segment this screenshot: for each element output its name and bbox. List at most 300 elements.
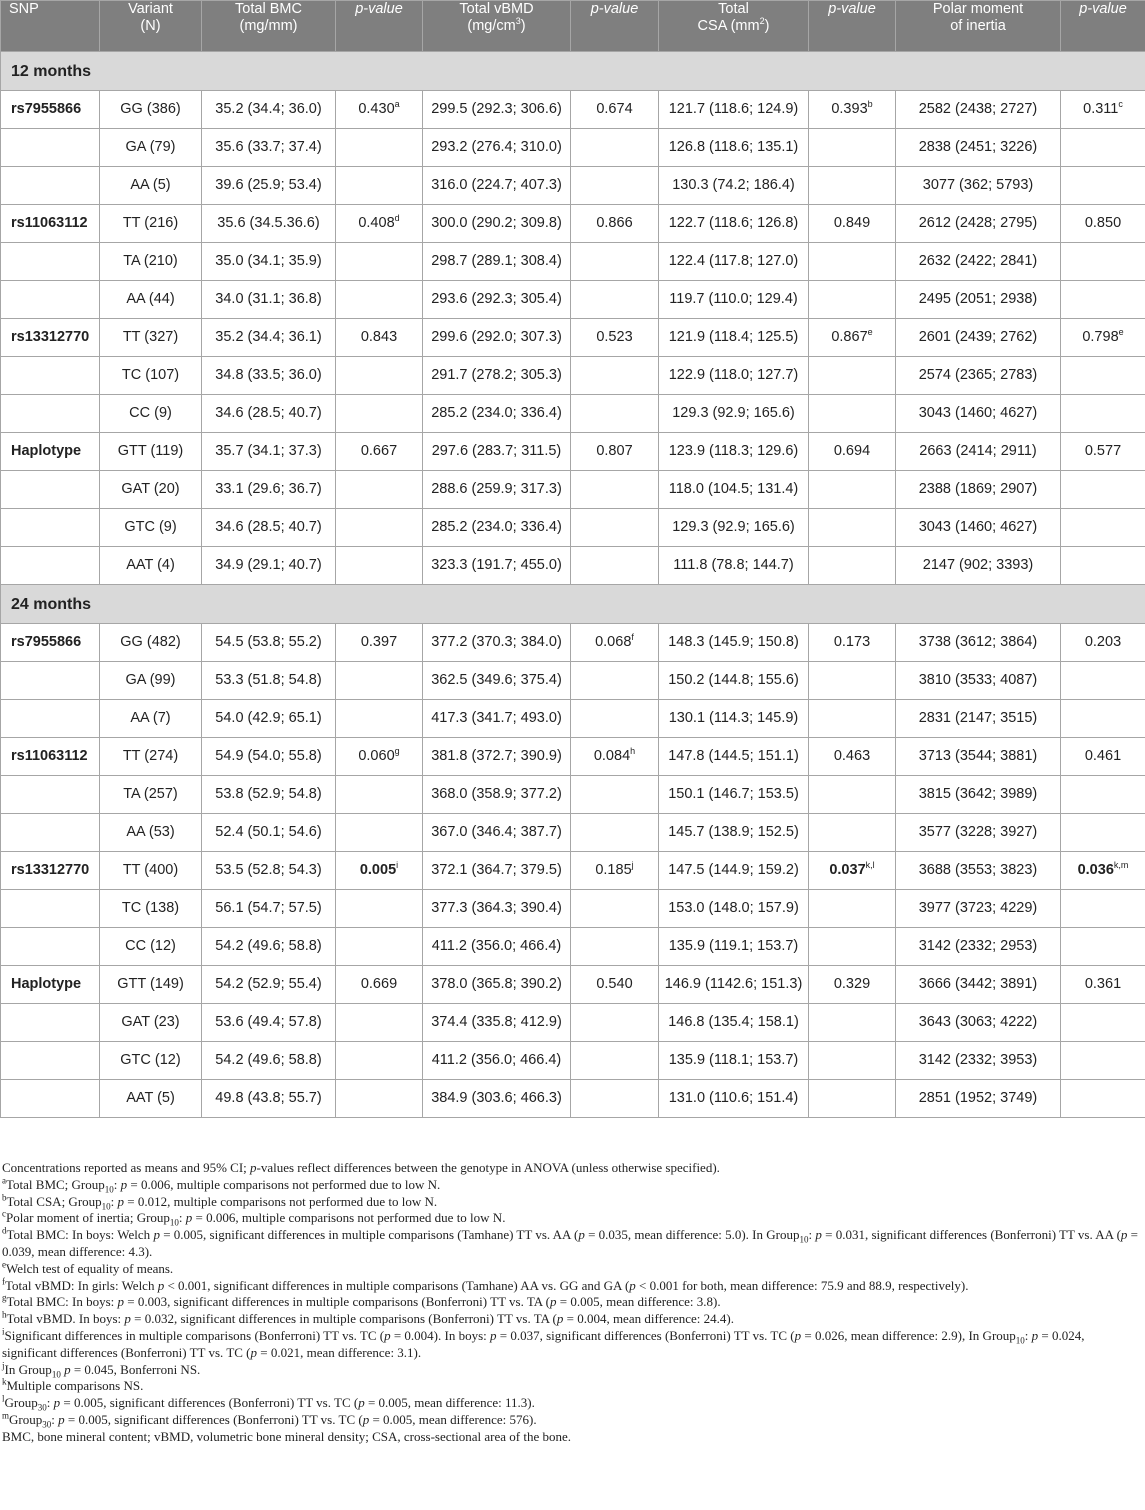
snp-cell	[1, 738, 100, 776]
p-value-bmc-value: 0.005	[359, 862, 397, 878]
p-value-vbmd-cell	[571, 662, 659, 700]
total-vbmd-value: 291.7 (278.2; 305.3)	[431, 367, 562, 383]
table-row	[1, 395, 1145, 433]
total-vbmd-cell	[423, 471, 571, 509]
footnote-mark: e	[2, 1259, 6, 1270]
p-value-polar-value: 0.361	[1084, 976, 1122, 992]
total-vbmd-cell	[423, 281, 571, 319]
section-header-row	[1, 585, 1145, 624]
variant-value: GTC (9)	[124, 519, 177, 535]
polar-moment-cell	[896, 205, 1061, 243]
variant-value: GTT (149)	[117, 976, 184, 992]
polar-moment-value: 2612 (2428; 2795)	[918, 215, 1038, 231]
p-value-bmc-value: 0.397	[360, 634, 398, 650]
variant-value: GA (79)	[125, 139, 176, 155]
snp-cell	[1, 167, 100, 205]
p-value-polar-cell	[1061, 357, 1145, 395]
footnote-mark: k	[2, 1377, 7, 1388]
p-value-polar-value: 0.798	[1082, 329, 1119, 345]
polar-moment-cell	[896, 966, 1061, 1004]
footnote-text: Group$_{30}$: p = 0.005, significant differences (Bonferroni) TT vs. TC (p = 0.005, mean difference: 11.3).	[4, 1395, 535, 1413]
variant-cell	[100, 205, 202, 243]
total-csa-cell	[659, 205, 809, 243]
p-value-vbmd-cell	[571, 205, 659, 243]
variant-cell	[100, 357, 202, 395]
p-value-bmc-value: 0.843	[360, 329, 398, 345]
p-value-csa-cell	[809, 1080, 896, 1118]
p-value-csa-cell	[809, 91, 896, 129]
polar-moment-cell	[896, 738, 1061, 776]
table-row	[1, 890, 1145, 928]
p-value-csa-cell	[809, 776, 896, 814]
snp-value: rs7955866	[11, 634, 82, 650]
variant-cell	[100, 547, 202, 585]
total-bmc-value: 34.9 (29.1; 40.7)	[215, 557, 322, 573]
p-value-bmc-value: 0.669	[360, 976, 398, 992]
variant-value: TT (216)	[122, 215, 179, 231]
variant-value: AA (5)	[130, 177, 171, 193]
total-bmc-value: 34.6 (28.5; 40.7)	[215, 405, 322, 421]
total-csa-cell	[659, 281, 809, 319]
total-csa-cell	[659, 243, 809, 281]
p-value-polar-cell	[1061, 624, 1145, 662]
total-vbmd-value: 367.0 (346.4; 387.7)	[431, 824, 562, 840]
total-bmc-cell	[202, 966, 336, 1004]
p-value-vbmd-value: 0.523	[596, 329, 633, 345]
footnote-mark: c	[2, 1209, 6, 1220]
footnote	[2, 1362, 1142, 1379]
polar-moment-cell	[896, 776, 1061, 814]
snp-value: Haplotype	[11, 976, 82, 992]
variant-value: GTT (119)	[117, 443, 184, 459]
total-bmc-value: 35.6 (34.5.36.6)	[217, 215, 320, 231]
p-value-polar-value: 0.461	[1084, 748, 1122, 764]
p-value-vbmd-value: 0.540	[596, 976, 633, 992]
total-csa-value: 129.3 (92.9; 165.6)	[672, 405, 795, 421]
snp-cell	[1, 395, 100, 433]
footnote-marker: k,l	[865, 860, 875, 871]
total-vbmd-cell	[423, 1080, 571, 1118]
polar-moment-value: 3043 (1460; 4627)	[918, 405, 1038, 421]
snp-cell	[1, 205, 100, 243]
p-value-vbmd-cell	[571, 509, 659, 547]
total-csa-cell	[659, 624, 809, 662]
total-bmc-value: 35.7 (34.1; 37.3)	[215, 443, 322, 459]
p-value-polar-cell	[1061, 167, 1145, 205]
variant-cell	[100, 776, 202, 814]
footnote-text: Total BMC: In boys: Welch p = 0.005, significant differences in multiple comparisons (Tamhane) TT vs. AA (p = 0.035, mean difference: 5.0). In Group$_{10}$: p = 0.031, significant differences (Bonferroni) TT vs. AA (p = 0.039, mean difference: 4.3).	[2, 1227, 1139, 1259]
snp-value: rs13312770	[11, 329, 90, 345]
total-csa-value: 150.2 (144.8; 155.6)	[668, 672, 799, 688]
p-value-bmc-cell	[336, 167, 423, 205]
p-value-vbmd-cell	[571, 928, 659, 966]
total-csa-value: 122.9 (118.0; 127.7)	[668, 367, 799, 383]
total-csa-value: 131.0 (110.6; 151.4)	[668, 1090, 799, 1106]
total-csa-cell	[659, 319, 809, 357]
footnote-text: Total BMC: In boys: p = 0.003, significant differences in multiple comparisons (Bonferroni) TT vs. TA (p = 0.005, mean difference: 3.8).	[6, 1294, 721, 1310]
p-value-polar-cell	[1061, 471, 1145, 509]
p-value-csa-cell	[809, 357, 896, 395]
total-csa-cell	[659, 395, 809, 433]
p-value-vbmd-cell	[571, 890, 659, 928]
total-csa-cell	[659, 509, 809, 547]
total-csa-cell	[659, 1004, 809, 1042]
p-value-csa-cell	[809, 205, 896, 243]
p-value-bmc-cell	[336, 319, 423, 357]
p-value-polar-cell	[1061, 700, 1145, 738]
snp-cell	[1, 509, 100, 547]
total-vbmd-cell	[423, 243, 571, 281]
variant-value: TA (257)	[123, 786, 178, 802]
total-vbmd-value: 378.0 (365.8; 390.2)	[431, 976, 562, 992]
snp-cell	[1, 776, 100, 814]
p-value-polar-cell	[1061, 547, 1145, 585]
p-value-vbmd-cell	[571, 395, 659, 433]
polar-moment-cell	[896, 814, 1061, 852]
header-total-vbmd: Total vBMD $(mg/cm^3)$	[423, 1, 571, 52]
variant-value: TA (210)	[123, 253, 178, 269]
p-value-polar-cell	[1061, 395, 1145, 433]
polar-moment-cell	[896, 129, 1061, 167]
polar-moment-value: 2851 (1952; 3749)	[918, 1090, 1038, 1106]
snp-cell	[1, 852, 100, 890]
total-vbmd-cell	[423, 624, 571, 662]
p-value-bmc-cell	[336, 547, 423, 585]
footnote	[2, 1227, 1142, 1261]
total-bmc-cell	[202, 1042, 336, 1080]
header-p-value-vbmd: p-value	[571, 1, 659, 52]
total-bmc-value: 54.0 (42.9; 65.1)	[215, 710, 322, 726]
polar-moment-value: 2663 (2414; 2911)	[919, 443, 1037, 459]
variant-cell	[100, 624, 202, 662]
total-vbmd-cell	[423, 662, 571, 700]
header-polar-moment: Polar moment of inertia	[896, 1, 1061, 52]
polar-moment-cell	[896, 167, 1061, 205]
polar-moment-cell	[896, 890, 1061, 928]
table-row	[1, 966, 1145, 1004]
p-value-vbmd-value: 0.674	[596, 101, 633, 117]
variant-cell	[100, 890, 202, 928]
footnote-marker: e	[1118, 327, 1124, 338]
total-bmc-cell	[202, 776, 336, 814]
variant-value: AA (7)	[130, 710, 171, 726]
p-value-vbmd-cell	[571, 129, 659, 167]
snp-cell	[1, 281, 100, 319]
polar-moment-value: 3643 (3063; 4222)	[918, 1014, 1038, 1030]
p-value-bmc-cell	[336, 433, 423, 471]
total-bmc-cell	[202, 624, 336, 662]
p-value-bmc-cell	[336, 471, 423, 509]
p-value-vbmd-cell	[571, 1042, 659, 1080]
polar-moment-value: 2838 (2451; 3226)	[918, 139, 1038, 155]
total-bmc-value: 34.0 (31.1; 36.8)	[215, 291, 322, 307]
p-value-csa-cell	[809, 433, 896, 471]
total-csa-cell	[659, 1042, 809, 1080]
footnote-marker: k,m	[1113, 860, 1129, 871]
polar-moment-cell	[896, 509, 1061, 547]
polar-moment-cell	[896, 281, 1061, 319]
p-value-vbmd-cell	[571, 624, 659, 662]
variant-cell	[100, 814, 202, 852]
total-bmc-cell	[202, 700, 336, 738]
polar-moment-value: 2582 (2438; 2727)	[918, 101, 1038, 117]
footnote-marker: h	[630, 746, 636, 757]
footnote-marker: a	[394, 99, 400, 110]
p-value-bmc-cell	[336, 738, 423, 776]
p-value-csa-cell	[809, 624, 896, 662]
p-value-bmc-cell	[336, 1042, 423, 1080]
total-bmc-cell	[202, 852, 336, 890]
footnote-text: Total vBMD: In girls: Welch p < 0.001, significant differences in multiple comparisons (Tamhane) AA vs. GG and GA (p < 0.001 for both, mean difference: 75.9 and 88.9, respectively).	[5, 1277, 969, 1293]
footnote	[2, 1194, 1142, 1211]
p-value-polar-cell	[1061, 243, 1145, 281]
table-row	[1, 928, 1145, 966]
total-csa-value: 147.8 (144.5; 151.1)	[668, 748, 799, 764]
section-title: 12 months	[1, 52, 1145, 91]
total-bmc-cell	[202, 471, 336, 509]
footnote	[2, 1261, 1142, 1278]
p-value-vbmd-cell	[571, 91, 659, 129]
p-value-bmc-value: 0.060	[358, 748, 395, 764]
p-value-csa-cell	[809, 700, 896, 738]
polar-moment-value: 2388 (1869; 2907)	[918, 481, 1038, 497]
variant-value: TC (107)	[121, 367, 180, 383]
footnote-marker: e	[867, 327, 873, 338]
p-value-bmc-cell	[336, 928, 423, 966]
p-value-bmc-cell	[336, 852, 423, 890]
variant-cell	[100, 433, 202, 471]
total-bmc-value: 35.2 (34.4; 36.1)	[215, 329, 322, 345]
total-csa-value: 122.4 (117.8; 127.0)	[668, 253, 799, 269]
footnote-mark: l	[2, 1393, 5, 1404]
polar-moment-cell	[896, 1042, 1061, 1080]
footnote-mark: j	[2, 1360, 5, 1371]
polar-moment-value: 3142 (2332; 2953)	[918, 938, 1038, 954]
snp-cell	[1, 700, 100, 738]
polar-moment-cell	[896, 547, 1061, 585]
footnote-text: Total BMC; Group$_{10}$: p = 0.006, multiple comparisons not performed due to low N.	[6, 1176, 441, 1195]
p-value-csa-cell	[809, 928, 896, 966]
snp-cell	[1, 357, 100, 395]
p-value-polar-value: 0.311	[1083, 101, 1119, 117]
p-value-csa-value: 0.393	[831, 101, 868, 117]
table-row	[1, 1042, 1145, 1080]
variant-value: TT (327)	[122, 329, 179, 345]
total-csa-value: 130.3 (74.2; 186.4)	[672, 177, 795, 193]
footnote-mark: m	[2, 1410, 10, 1421]
polar-moment-cell	[896, 395, 1061, 433]
table-row	[1, 281, 1145, 319]
p-value-polar-value: 0.036	[1077, 862, 1114, 878]
total-vbmd-cell	[423, 509, 571, 547]
polar-moment-value: 3577 (3228; 3927)	[918, 824, 1038, 840]
total-csa-cell	[659, 167, 809, 205]
variant-cell	[100, 471, 202, 509]
total-csa-cell	[659, 776, 809, 814]
header-variant: Variant (N)	[100, 1, 202, 52]
snp-cell	[1, 243, 100, 281]
table-row	[1, 738, 1145, 776]
p-value-vbmd-cell	[571, 700, 659, 738]
total-csa-value: 153.0 (148.0; 157.9)	[668, 900, 799, 916]
total-vbmd-cell	[423, 966, 571, 1004]
total-bmc-value: 35.0 (34.1; 35.9)	[215, 253, 322, 269]
total-bmc-value: 39.6 (25.9; 53.4)	[215, 177, 322, 193]
footnote-text: BMC, bone mineral content; vBMD, volumetric bone mineral density; CSA, cross-sectional area of the bone.	[2, 1428, 571, 1444]
table-row	[1, 167, 1145, 205]
total-csa-value: 123.9 (118.3; 129.6)	[668, 443, 799, 459]
p-value-bmc-cell	[336, 890, 423, 928]
polar-moment-value: 3688 (3553; 3823)	[918, 862, 1038, 878]
variant-cell	[100, 1004, 202, 1042]
footnote	[2, 1177, 1142, 1194]
total-vbmd-value: 293.6 (292.3; 305.4)	[431, 291, 562, 307]
p-value-bmc-cell	[336, 662, 423, 700]
total-csa-value: 122.7 (118.6; 126.8)	[668, 215, 799, 231]
total-csa-value: 146.8 (135.4; 158.1)	[668, 1014, 799, 1030]
variant-cell	[100, 243, 202, 281]
footnote-marker: f	[631, 632, 634, 643]
variant-cell	[100, 281, 202, 319]
variant-cell	[100, 91, 202, 129]
total-csa-cell	[659, 471, 809, 509]
table-body	[1, 52, 1145, 1118]
total-vbmd-cell	[423, 433, 571, 471]
p-value-bmc-cell	[336, 1080, 423, 1118]
total-vbmd-value: 288.6 (259.9; 317.3)	[431, 481, 562, 497]
polar-moment-value: 3142 (2332; 3953)	[918, 1052, 1038, 1068]
total-vbmd-value: 293.2 (276.4; 310.0)	[431, 139, 562, 155]
total-vbmd-value: 381.8 (372.7; 390.9)	[431, 748, 562, 764]
variant-cell	[100, 319, 202, 357]
footnote-text: Group$_{30}$: p = 0.005, significant differences (Bonferroni) TT vs. TC (p = 0.005, mean difference: 576).	[9, 1411, 537, 1430]
total-csa-cell	[659, 357, 809, 395]
p-value-polar-cell	[1061, 928, 1145, 966]
table-row	[1, 1080, 1145, 1118]
p-value-bmc-cell	[336, 129, 423, 167]
p-value-polar-cell	[1061, 776, 1145, 814]
total-vbmd-value: 377.2 (370.3; 384.0)	[431, 634, 562, 650]
total-bmc-value: 34.6 (28.5; 40.7)	[215, 519, 322, 535]
total-bmc-value: 54.5 (53.8; 55.2)	[215, 634, 322, 650]
total-vbmd-value: 377.3 (364.3; 390.4)	[431, 900, 562, 916]
p-value-bmc-cell	[336, 243, 423, 281]
total-vbmd-value: 368.0 (358.9; 377.2)	[431, 786, 562, 802]
total-vbmd-cell	[423, 129, 571, 167]
total-csa-cell	[659, 814, 809, 852]
table-row	[1, 624, 1145, 662]
total-csa-cell	[659, 700, 809, 738]
snp-value: rs13312770	[11, 862, 90, 878]
variant-value: AAT (5)	[126, 1090, 175, 1106]
header-p-value-polar: p-value	[1061, 1, 1145, 52]
variant-value: TC (138)	[121, 900, 180, 916]
total-bmc-cell	[202, 205, 336, 243]
header-total-bmc: Total BMC (mg/mm)	[202, 1, 336, 52]
p-value-vbmd-value: 0.866	[596, 215, 633, 231]
footnote-mark: d	[2, 1225, 7, 1236]
total-bmc-value: 54.9 (54.0; 55.8)	[215, 748, 322, 764]
table-row	[1, 509, 1145, 547]
total-csa-value: 147.5 (144.9; 159.2)	[668, 862, 799, 878]
p-value-csa-cell	[809, 1042, 896, 1080]
snp-cell	[1, 471, 100, 509]
total-bmc-cell	[202, 319, 336, 357]
p-value-bmc-cell	[336, 776, 423, 814]
total-vbmd-cell	[423, 776, 571, 814]
total-bmc-value: 53.3 (51.8; 54.8)	[215, 672, 322, 688]
p-value-csa-cell	[809, 852, 896, 890]
polar-moment-cell	[896, 471, 1061, 509]
snp-cell	[1, 966, 100, 1004]
total-bmc-cell	[202, 890, 336, 928]
p-value-polar-cell	[1061, 129, 1145, 167]
total-bmc-cell	[202, 738, 336, 776]
total-vbmd-cell	[423, 738, 571, 776]
p-value-polar-cell	[1061, 91, 1145, 129]
p-value-bmc-value: 0.667	[360, 443, 398, 459]
polar-moment-cell	[896, 91, 1061, 129]
table-row	[1, 700, 1145, 738]
snp-value: rs7955866	[11, 101, 82, 117]
p-value-bmc-cell	[336, 395, 423, 433]
polar-moment-value: 3977 (3723; 4229)	[918, 900, 1038, 916]
variant-value: CC (9)	[129, 405, 172, 421]
total-vbmd-value: 411.2 (356.0; 466.4)	[431, 1052, 562, 1068]
p-value-csa-cell	[809, 662, 896, 700]
p-value-csa-value: 0.694	[833, 443, 871, 459]
snp-cell	[1, 319, 100, 357]
p-value-bmc-cell	[336, 700, 423, 738]
header-p-value-bmc: p-value	[336, 1, 423, 52]
snp-value: Haplotype	[11, 443, 82, 459]
total-csa-value: 129.3 (92.9; 165.6)	[672, 519, 795, 535]
snp-cell	[1, 129, 100, 167]
table-header	[1, 1, 1145, 52]
polar-moment-cell	[896, 433, 1061, 471]
table-row	[1, 814, 1145, 852]
polar-moment-value: 2147 (902; 3393)	[922, 557, 1034, 573]
total-bmc-cell	[202, 662, 336, 700]
total-csa-value: 146.9 (1142.6; 151.3)	[664, 976, 803, 992]
total-vbmd-cell	[423, 319, 571, 357]
p-value-vbmd-cell	[571, 433, 659, 471]
total-bmc-cell	[202, 167, 336, 205]
snp-cell	[1, 928, 100, 966]
p-value-csa-value: 0.463	[833, 748, 871, 764]
total-csa-cell	[659, 1080, 809, 1118]
footnote-marker: c	[1118, 99, 1123, 110]
polar-moment-value: 3713 (3544; 3881)	[918, 748, 1038, 764]
p-value-vbmd-cell	[571, 966, 659, 1004]
total-bmc-value: 33.1 (29.6; 36.7)	[215, 481, 322, 497]
p-value-csa-cell	[809, 966, 896, 1004]
snp-cell	[1, 433, 100, 471]
total-csa-value: 145.7 (138.9; 152.5)	[668, 824, 799, 840]
footnote	[2, 1278, 1142, 1295]
p-value-bmc-cell	[336, 1004, 423, 1042]
p-value-polar-cell	[1061, 509, 1145, 547]
p-value-polar-cell	[1061, 1042, 1145, 1080]
p-value-vbmd-cell	[571, 852, 659, 890]
footnote	[2, 1395, 1142, 1412]
total-bmc-cell	[202, 509, 336, 547]
p-value-vbmd-cell	[571, 776, 659, 814]
p-value-csa-cell	[809, 814, 896, 852]
p-value-vbmd-cell	[571, 814, 659, 852]
p-value-csa-value: 0.867	[831, 329, 868, 345]
snp-cell	[1, 1004, 100, 1042]
